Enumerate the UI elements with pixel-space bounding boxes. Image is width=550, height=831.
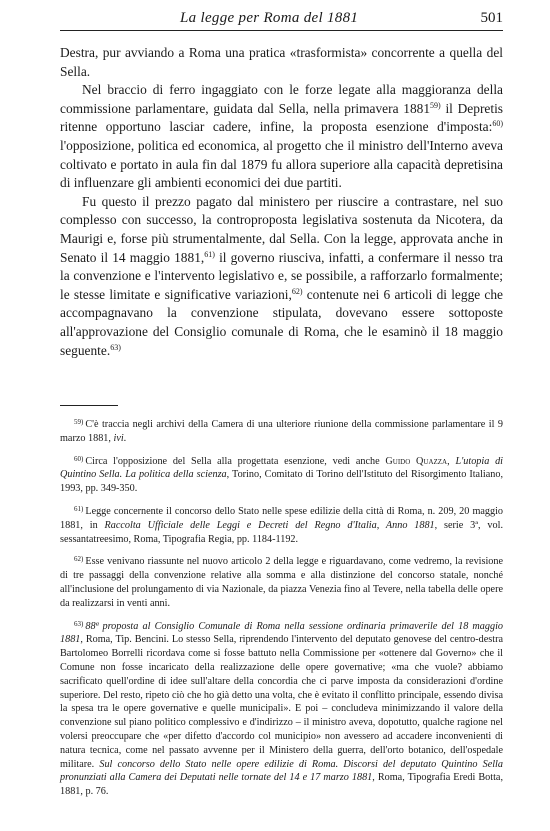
paragraph-1: Destra, pur avviando a Roma una pratica «trasformista» concorrente a quella del Sella. (60, 45, 503, 79)
page-number: 501 (480, 10, 503, 26)
footnote-italic: L'utopia di Quintino Sella. La politica della scienza (60, 455, 504, 481)
footnote-number: 59) (74, 418, 84, 426)
paragraph-3-text-a: Fu questo il prezzo pagato dal ministero per riuscire a contrastare, nel suo complesso con successo, la controproposta legislativa sostenuta da Nicotera, da Maurigi e, forse più strumentalmente, dal Sella. Con la legge, approvata anche in Senato il 14 maggio 1881, (60, 193, 503, 265)
running-title: La legge per Roma del 1881 (180, 10, 359, 26)
footnote-text: Legge concernente il concorso dello Stato nelle spese edilizie della città di Roma, n. 209, 20 maggio 1881, in (60, 505, 503, 531)
footnote-text: , (447, 455, 456, 467)
footnote-text: C'è traccia negli archivi della Camera di una ulteriore riunione della commissione parlamentare il 9 marzo 1881, (60, 419, 503, 444)
paragraph-2-text-c: l'opposizione, politica ed economica, al progetto che il ministro dell'Interno aveva coltivato e portato in aula fin dal 1879 fu allora superiore alla capacità depretisina di influenzare gli ambienti economici dei due partiti. (60, 137, 503, 191)
main-text (60, 44, 503, 360)
footnote-ref-61: 61) (204, 249, 215, 259)
footnote-text: , serie 3ª, vol. sessantatreesimo, Roma, Tipografia Regia, pp. 1184-1192. (60, 519, 503, 545)
footnote-italic: ivi (113, 432, 124, 444)
footnote-text: , Roma, Tip. Bencini. Lo stesso Sella, riprendendo l'intervento del deputato genovese del centro-destra Bartolomeo Borrelli ricordava come si fosse battuto nella Commissione per «ottenere dal Governo» che il Comune non fosse incaricato della realizzazione delle opere governative; «ma che vuole? abbiamo sacrificato quell'ordine di idee sull'altare della concordia che ci parve imposta da considerazioni d'ordine superiore. Del resto, ripeto ciò che ho già detto una volta, che è evitato il conflitto principale, essendo divisa la spesa tra le opere governative e quelle municipali». E poi – concludeva minimizzando il valore della convenzione sul piano politico complessivo e d'indirizzo – il ministro aveva, dopotutto, qualche ragione nel volersi preoccupare che «per difetto d'accordo col municipio» non avessero ad accadere inconvenienti di natura tecnica, come nel passato avvenne per il Ministero della guerra, dell'orto botanico, dell'ospedale militare. (60, 634, 503, 770)
footnote-text: , Roma, Tipografia Eredi Botta, 1881, p. 76. (60, 772, 503, 798)
footnote-ref-63: 63) (110, 342, 121, 352)
footnote-ref-59: 59) (430, 100, 441, 110)
page-header (60, 8, 503, 31)
footnote-text: Circa l'opposizione del Sella alla progettata esenzione, vedi anche (85, 455, 386, 467)
paragraph-2-text-a: Nel braccio di ferro ingaggiato con le forze legate alla maggioranza della commissione parlamentare, guidata dal Sella, nella primavera 1881 (60, 82, 503, 116)
paragraph-3 (60, 193, 503, 360)
footnote-text: . (123, 432, 127, 444)
footnote-number: 61) (74, 504, 84, 513)
footnote-author: Guido Quazza (385, 455, 448, 467)
footnote-text: , Torino, Comitato di Torino dell'Istituto del Risorgimento Italiano, 1993, pp. 349-350. (60, 469, 503, 495)
footnote-62 (60, 555, 503, 610)
footnote-number: 60) (74, 454, 84, 463)
footnote-text: Esse venivano riassunte nel nuovo articolo 2 della legge e riguardavano, come vedremo, la revisione di tre passaggi della convenzione relative alla somma e alla distinzione del concorso statale, nonché all'inclusione del prolungamento di via Nazionale, da piazza Venezia fino al Tevere, nella tabella delle opere da realizzarsi in venti anni. (60, 556, 503, 609)
footnote-ref-62: 62) (291, 286, 303, 296)
footnote-italic: 88ª proposta al Consiglio Comunale di Roma nella sessione ordinaria primaverile del 18 maggio 1881 (60, 620, 503, 646)
footnote-60 (60, 455, 503, 496)
footnote-63 (60, 620, 503, 799)
paragraph-2-text-b: il Depretis ritenne opportuno lasciar cadere, infine, la proposta esenzione d'imposta: (60, 100, 503, 135)
footnote-italic: Sul concorso dello Stato nelle opere edilizie di Roma. Discorsi del deputato Quintino Sella pronunziati alla Camera dei Deputati nelle tornate del 14 e 17 marzo 1881 (60, 758, 503, 784)
paragraph-2 (60, 81, 503, 193)
footnote-italic: Raccolta Ufficiale delle Leggi e Decreti del Regno d'Italia, Anno 1881 (104, 519, 435, 531)
footnote-number: 63) (74, 619, 84, 628)
footnote-59 (60, 418, 503, 446)
footnote-divider (60, 405, 118, 406)
footnote-number: 62) (74, 555, 84, 564)
paragraph-3-text-c: contenute nei 6 articoli di legge che accompagnavano la convenzione stipulata, dovevano essere sottoposte all'approvazione del Consiglio comunale di Roma, che le esaminò il 18 maggio seguente. (60, 286, 503, 358)
paragraph-3-text-b: il governo riusciva, infatti, a confermare il nesso tra la convenzione e l'intervento legislativo e, se possibile, a rafforzarlo formalmente; le stesse limitate e significative variazioni, (60, 249, 503, 302)
footnote-61 (60, 505, 503, 546)
footnotes (60, 418, 503, 808)
footnote-ref-60: 60) (492, 119, 503, 129)
